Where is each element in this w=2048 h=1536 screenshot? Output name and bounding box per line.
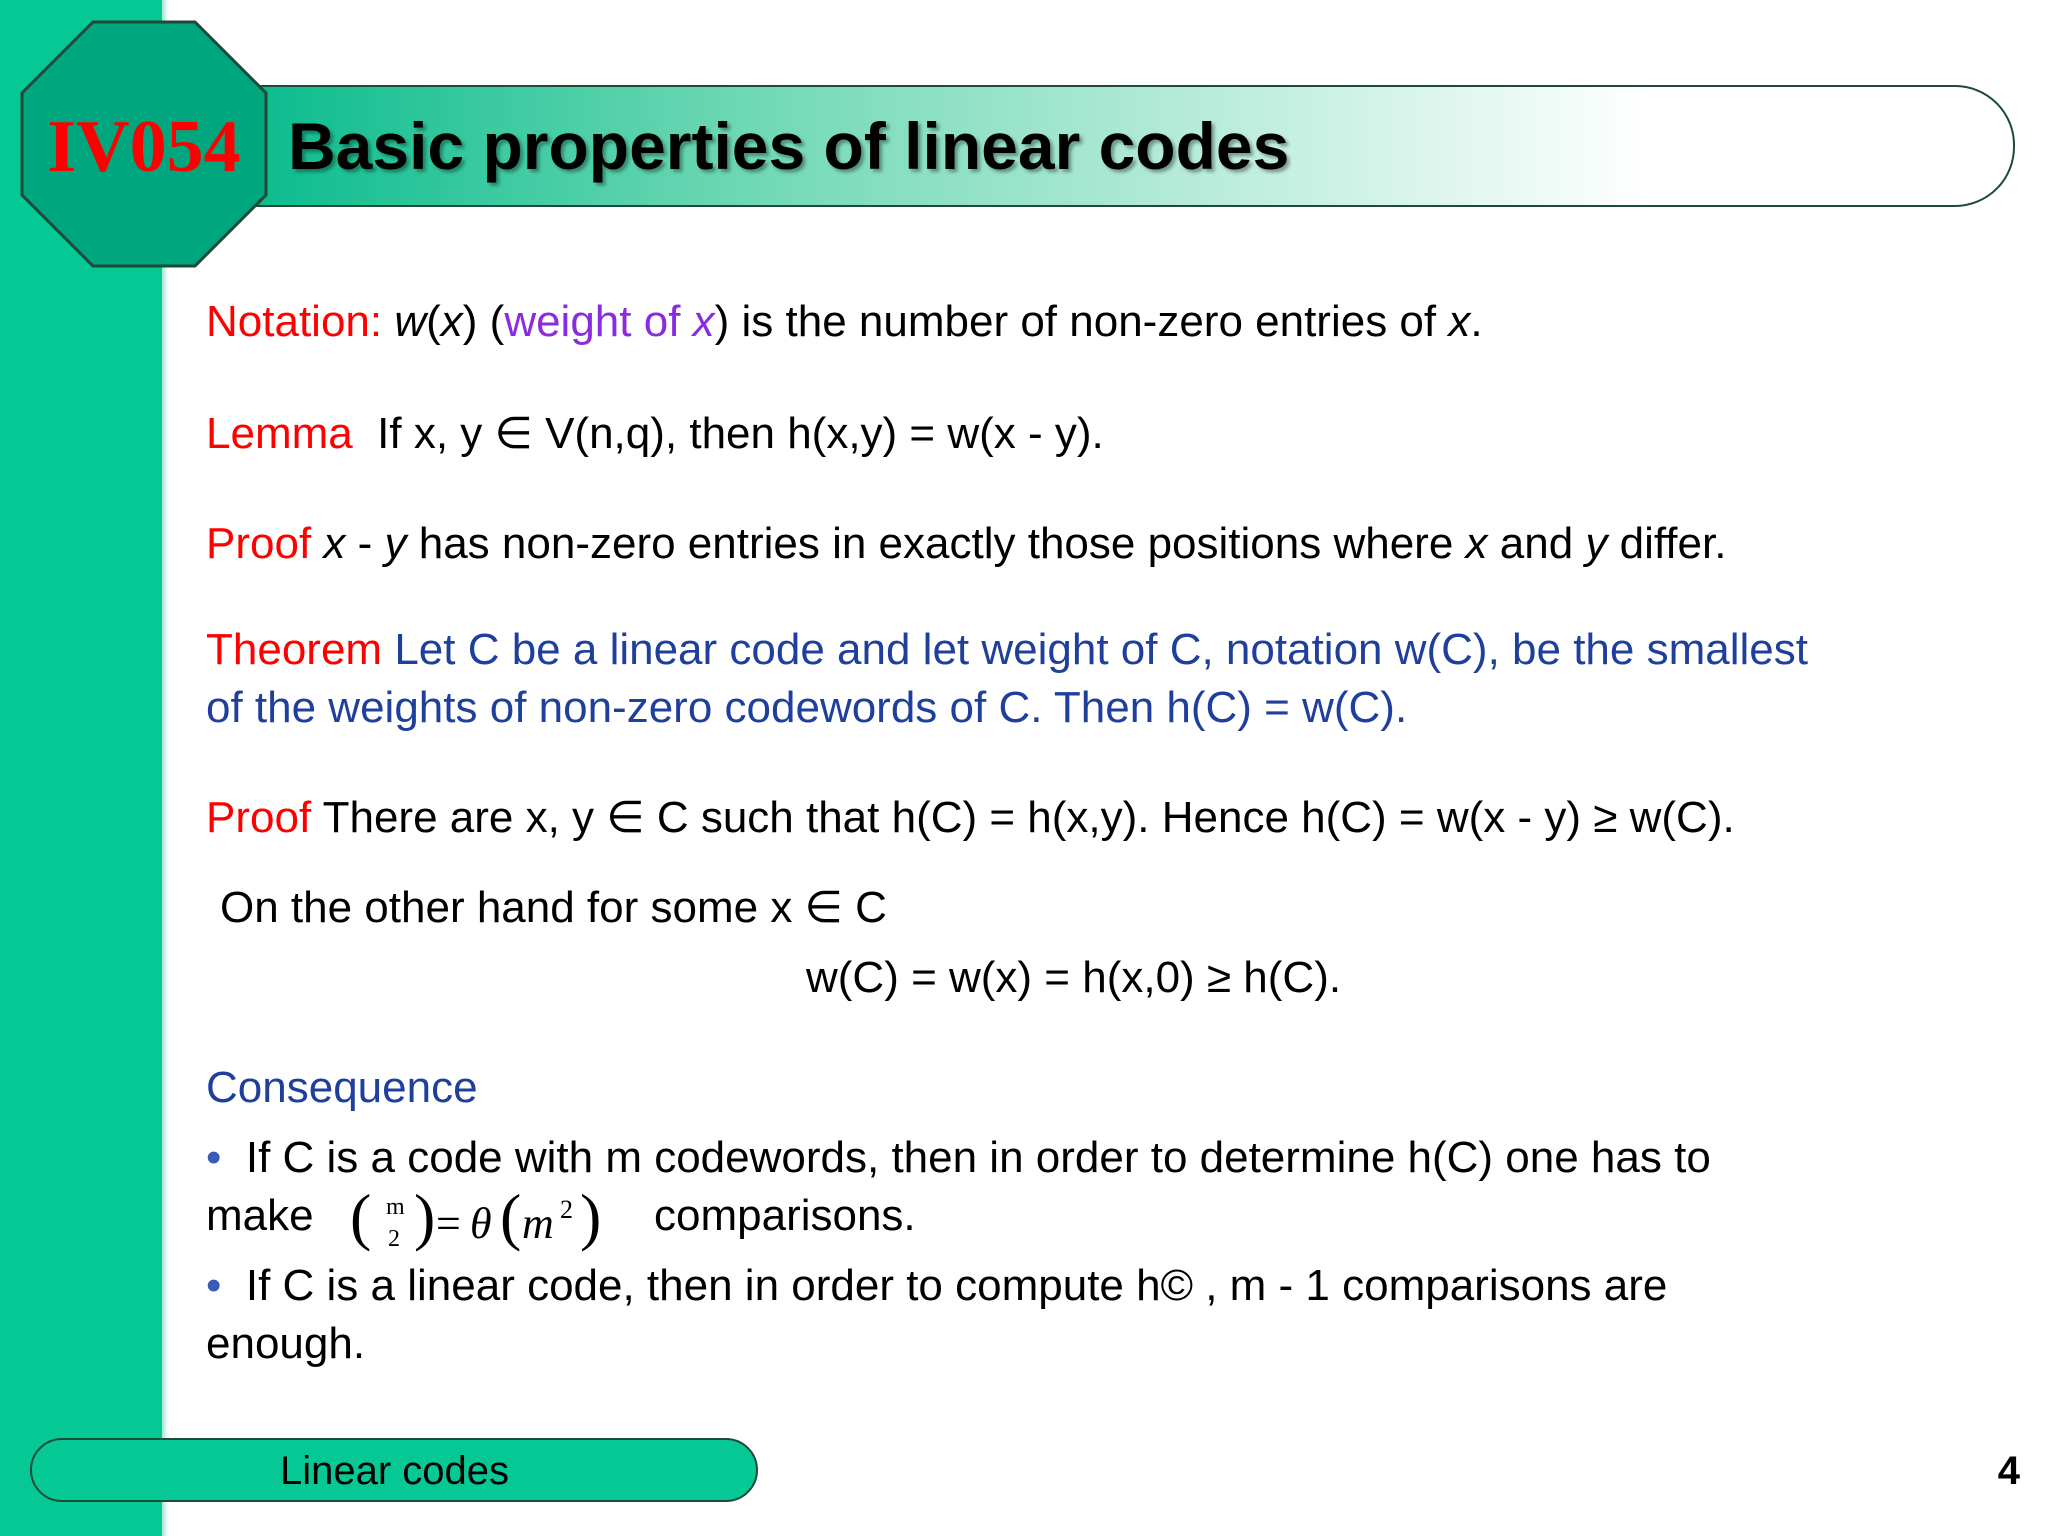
- consequence-item-1: [206, 1132, 1711, 1184]
- consequence-comparisons: comparisons.: [654, 1191, 916, 1240]
- svg-text:(: (: [500, 1181, 522, 1252]
- footer-label: Linear codes: [280, 1449, 510, 1493]
- proof1-and: and: [1487, 519, 1586, 568]
- consequence-label: Consequence: [206, 1063, 478, 1112]
- consequence-make: make: [206, 1191, 314, 1240]
- notation-w: w: [394, 297, 427, 346]
- svg-text:): ): [580, 1181, 602, 1252]
- proof1-text: has non-zero entries in exactly those positions where: [406, 519, 1466, 568]
- lemma-line: [206, 408, 1104, 460]
- formula-exp: 2: [560, 1195, 573, 1224]
- binom-bottom: 2: [388, 1226, 400, 1252]
- proof2-text-1: There are x, y ∈ C such that h(C) = h(x,y). Hence h(C) = w(x - y) ≥ w(C).: [322, 793, 1735, 842]
- svg-text:): ): [414, 1181, 436, 1252]
- notation-x: x: [440, 297, 463, 346]
- weight-of-label: weight of: [504, 297, 693, 346]
- binom-top: m: [386, 1194, 405, 1220]
- consequence-item-2-end: enough.: [206, 1319, 366, 1368]
- notation-x-end: x: [1448, 297, 1471, 346]
- proof2-label: Proof: [206, 793, 312, 842]
- proof1-label: Proof: [206, 519, 312, 568]
- proof1-line: Proof x - y has non-zero entries in exactly those positions where x and y differ.: [206, 519, 1727, 568]
- proof2-text-3: w(C) = w(x) = h(x,0) ≥ h(C).: [806, 953, 1342, 1002]
- notation-text: ) is the number of non-zero entries of: [714, 297, 1449, 346]
- formula-equals: =: [436, 1199, 461, 1248]
- page-number: 4: [1997, 1449, 2020, 1493]
- consequence-item-1-text: If C is a code with m codewords, then in order to determine h(C) one has to: [245, 1133, 1711, 1182]
- proof1-differ: differ.: [1607, 519, 1727, 568]
- theorem-line-1: [206, 624, 1808, 676]
- notation-label: Notation:: [206, 297, 383, 346]
- proof2-text-2: On the other hand for some x ∈ C: [220, 883, 887, 932]
- notation-line: Notation: w(x) (weight of x) is the number of non-zero entries of x.: [206, 297, 1483, 346]
- theorem-text-2: of the weights of non-zero codewords of C. Then h(C) = w(C).: [206, 683, 1408, 732]
- weight-of-x: x: [692, 297, 715, 346]
- lemma-label: Lemma: [206, 409, 353, 458]
- bullet-2: •: [206, 1261, 222, 1310]
- formula-theta: θ: [470, 1199, 492, 1248]
- consequence-item-2-text: If C is a linear code, then in order to compute h© , m - 1 comparisons are: [245, 1261, 1668, 1310]
- weight-of-term: [504, 297, 714, 346]
- bullet-1: •: [206, 1133, 222, 1182]
- lemma-content: If x, y ∈ V(n,q), then h(x,y) = w(x - y).: [377, 409, 1104, 458]
- proof2-line-1: [206, 792, 1735, 844]
- comparisons-formula: [350, 1180, 610, 1260]
- slide-title: Basic properties of linear codes: [288, 109, 1290, 183]
- svg-text:(: (: [350, 1181, 372, 1252]
- formula-m: m: [522, 1199, 554, 1248]
- theorem-text-1: Let C be a linear code and let weight of C, notation w(C), be the smallest: [394, 625, 1808, 674]
- theorem-label: Theorem: [206, 625, 383, 674]
- consequence-item-2: [206, 1260, 1667, 1312]
- course-logo: IV054: [47, 106, 241, 188]
